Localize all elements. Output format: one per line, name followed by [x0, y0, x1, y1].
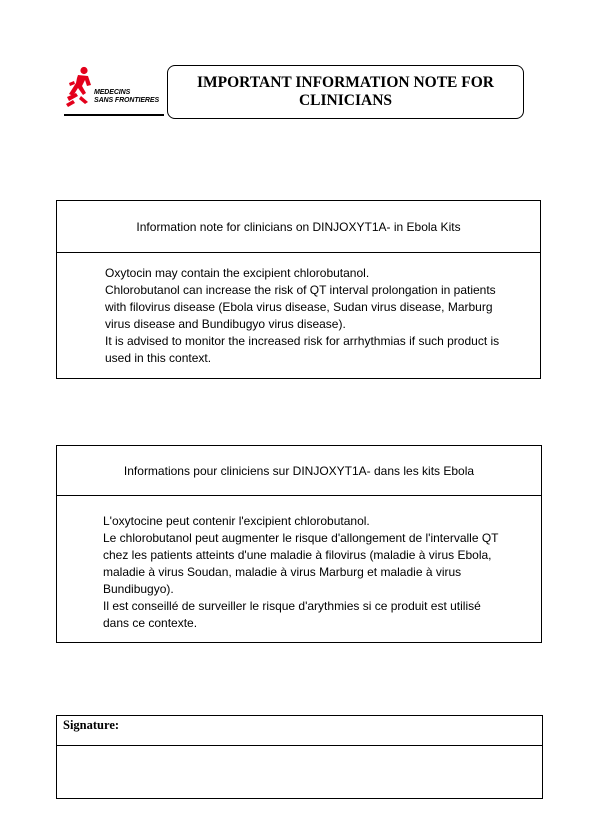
french-note-line: chez les patients atteints d'une maladie à filovirus (maladie à virus Ebola, — [103, 548, 492, 562]
french-note-line: Il est conseillé de surveiller le risque d'arythmies si ce produit est utilisé — [103, 599, 481, 613]
french-note-line: Le chlorobutanol peut augmenter le risque d'allongement de l'intervalle QT — [103, 531, 499, 545]
signature-label: Signature: — [57, 716, 542, 746]
msf-logo-text — [94, 89, 159, 105]
logo-line-1: MEDECINS — [94, 89, 131, 96]
english-note-heading: Information note for clinicians on DINJOXYT1A- in Ebola Kits — [57, 201, 540, 253]
english-note-panel — [56, 200, 541, 379]
msf-logo — [64, 66, 164, 118]
french-note-line: L'oxytocine peut contenir l'excipient chlorobutanol. — [103, 514, 370, 528]
french-note-heading: Informations pour cliniciens sur DINJOXYT1A- dans les kits Ebola — [57, 446, 541, 496]
english-note-line: with filovirus disease (Ebola virus disease, Sudan virus disease, Marburg — [105, 300, 493, 314]
english-note-line: It is advised to monitor the increased risk for arrhythmias if such product is — [105, 334, 500, 348]
signature-field[interactable] — [57, 746, 542, 798]
msf-running-man-icon — [64, 66, 94, 110]
title-line-1: IMPORTANT INFORMATION NOTE FOR — [197, 74, 494, 91]
french-note-line: maladie à virus Soudan, maladie à virus Marburg et maladie à virus — [103, 565, 462, 579]
english-note-line: Oxytocin may contain the excipient chlorobutanol. — [105, 266, 370, 280]
title-line-2: CLINICIANS — [298, 92, 393, 109]
english-note-body — [57, 253, 540, 367]
french-note-panel — [56, 445, 542, 643]
logo-line-2: SANS FRONTIERES — [94, 97, 160, 104]
french-note-line: Bundibugyo). — [103, 582, 174, 596]
english-note-line: Chlorobutanol can increase the risk of QT interval prolongation in patients — [105, 283, 496, 297]
english-note-line: virus disease and Bundibugyo virus disease). — [105, 317, 346, 331]
english-note-line: used in this context. — [105, 351, 212, 365]
signature-box — [56, 715, 543, 799]
french-note-body — [57, 496, 541, 632]
french-note-line: dans ce contexte. — [103, 616, 198, 630]
logo-underline — [64, 114, 164, 116]
document-title — [167, 65, 524, 119]
